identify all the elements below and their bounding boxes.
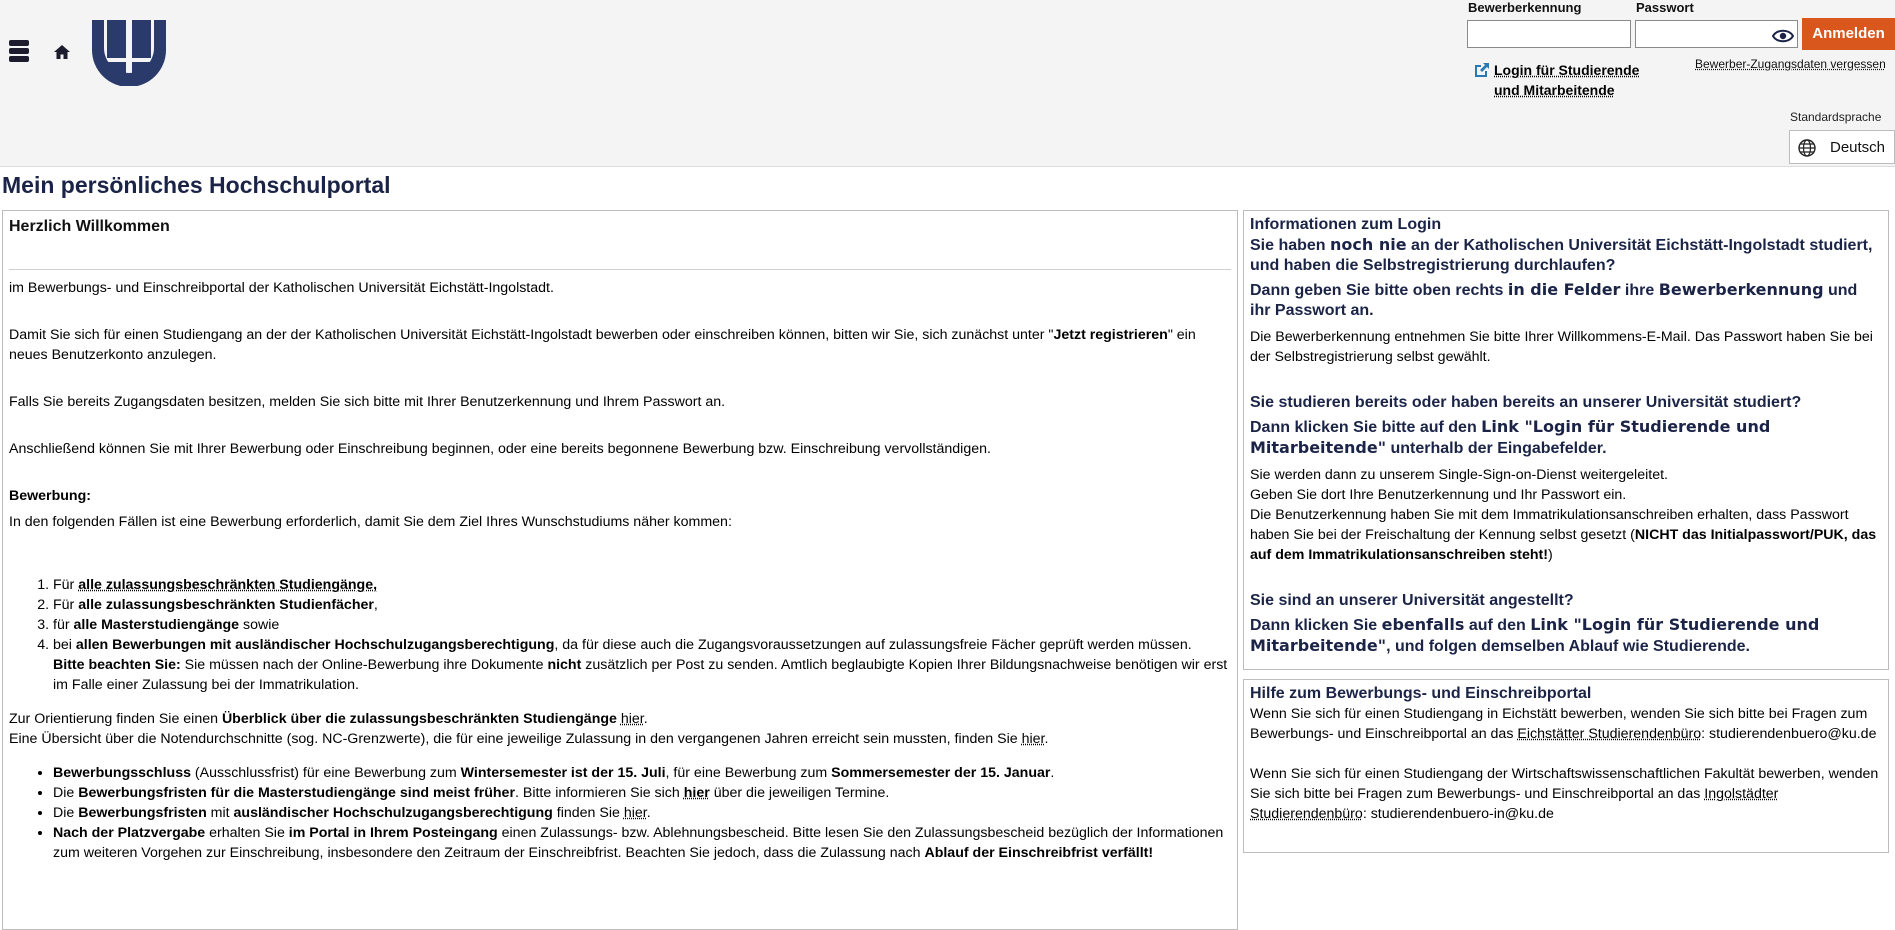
application-heading: Bewerbung: xyxy=(9,488,91,504)
help-heading: Hilfe zum Bewerbungs- und Einschreibportal xyxy=(1250,685,1592,702)
welcome-heading: Herzlich Willkommen xyxy=(9,218,170,235)
intro-text: im Bewerbungs- und Einschreibportal der Katholischen Universität Eichstätt-Ingolstadt. xyxy=(9,280,554,296)
info-text: Die Bewerberkennung entnehmen Sie bitte Ihrer Willkommens-E-Mail. Das Passwort haben Sie bei der Selbstregistrierung selbst gewählt. xyxy=(1250,329,1873,365)
password-label: Passwort xyxy=(1636,0,1694,15)
info-answer: Dann klicken Sie bitte auf den Link "Login für Studierende und Mitarbeitende" unterhalb der Eingabefelder. xyxy=(1250,417,1771,457)
list-item: 4. bei allen Bewerbungen mit ausländischer Hochschulzugangsberechtigung, da für diese auch die Zugangsvoraussetzungen auf zulassungsfreie Fächer geprüft werden müssen. Bitte beachten Sie: Sie müssen nach der Online-Bewerbung ihre Dokumente nicht zusätzlich per Post zu senden. Amtlich beglaubigte Kopien Ihrer Bildungsnachweise benötigen wir erst im Falle einer Zulassung bei der Immatrikulation. xyxy=(53,635,1237,695)
university-logo[interactable] xyxy=(92,20,166,86)
info-question: Sie haben noch nie an der Katholischen Universität Eichstätt-Ingolstadt studiert, und haben die Selbstregistrierung durchlaufen? xyxy=(1250,235,1873,274)
info-answer: Dann geben Sie bitte oben rechts in die Felder ihre Bewerberkennung und ihr Passwort an. xyxy=(1250,280,1858,319)
applicant-id-label: Bewerberkennung xyxy=(1468,0,1582,15)
list-item: • Die Bewerbungsfristen für die Masterstudiengänge sind meist früher. Bitte informieren Sie sich hier über die jeweiligen Termine. xyxy=(53,783,1237,803)
list-item: • Nach der Platzvergabe erhalten Sie im Portal in Ihrem Posteingang einen Zulassungs- bzw. Ablehnungsbescheid. Bitte lesen Sie den Zulassungsbescheid bezüglich der Informationen zum weiteren Vorgehen zur Einschreibung, insbesondere den Zeitraum der Einschreibfrist. Beachten Sie jedoch, dass die Zulassung nach Ablauf der Einschreibfrist verfällt! xyxy=(53,823,1237,863)
nc-values-link[interactable]: hier xyxy=(1021,731,1045,747)
language-selector[interactable] xyxy=(1789,130,1895,164)
eye-icon[interactable] xyxy=(1772,29,1794,43)
info-answer: Dann klicken Sie ebenfalls auf den Link "Login für Studierende und Mitarbeitende", und folgen demselben Ablauf wie Studierende. xyxy=(1250,615,1820,655)
help-text-ingolstadt: Wenn Sie sich für einen Studiengang der Wirtschaftswissenschaftlichen Fakultät bewerben, wenden Sie sich bitte bei Fragen zum Bewerbungs- und Einschreibportal an das Ingolstädter Studierendenbüro: studierendenbuero-in@ku.de xyxy=(1250,766,1879,822)
language-value: Deutsch xyxy=(1830,139,1886,156)
login-info-panel xyxy=(1243,210,1889,670)
list-item: 3. für alle Masterstudiengänge sowie xyxy=(53,615,1237,635)
orientation-text: Zur Orientierung finden Sie einen Überblick über die zulassungsbeschränkten Studiengänge hier. Eine Übersicht über die Notendurchschnitte (sog. NC-Grenzwerte), die für eine jeweilige Zulassung in den vergangenen Jahren erreicht sein mussten, finden Sie hier. xyxy=(9,711,1049,747)
login-hint-text: Falls Sie bereits Zugangsdaten besitzen, melden Sie sich bitte mit Ihrer Benutzerkennung und Ihrem Passwort an. xyxy=(9,394,726,410)
ingolstadt-office-link[interactable]: Ingolstädter Studierendenbüro xyxy=(1250,786,1779,822)
language-label: Standardsprache xyxy=(1790,110,1882,124)
login-info-heading: Informationen zum Login xyxy=(1250,216,1442,233)
foreign-deadlines-link[interactable]: hier xyxy=(623,805,647,821)
list-item: 1. Für alle zulassungsbeschränkten Studiengänge, xyxy=(53,575,1237,595)
continue-text: Anschließend können Sie mit Ihrer Bewerbung oder Einschreibung beginnen, oder eine bereits begonnene Bewerbung bzw. Einschreibung vervollständigen. xyxy=(9,441,991,457)
header xyxy=(0,0,1895,167)
application-intro: In den folgenden Fällen ist eine Bewerbung erforderlich, damit Sie dem Ziel Ihres Wunschstudiums näher kommen: xyxy=(9,514,732,530)
overview-link[interactable]: hier xyxy=(620,711,644,727)
login-button[interactable]: Anmelden xyxy=(1802,18,1895,50)
info-text: Sie werden dann zu unserem Single-Sign-on-Dienst weitergeleitet. Geben Sie dort Ihre Benutzerkennung und Ihr Passwort ein. Die Benutzerkennung haben Sie mit dem Immatrikulationsanschreiben erhalten, dass Passwort haben Sie bei der Freischaltung der Kennung selbst gesetzt (NICHT das Initialpasswort/PUK, das auf dem Immatrikulationsanschreiben steht!) xyxy=(1250,467,1877,563)
page-title: Mein persönliches Hochschulportal xyxy=(2,172,391,198)
sso-login-link[interactable]: Login für Studierende und Mitarbeitende xyxy=(1494,62,1640,98)
help-text-eichstaett: Wenn Sie sich für einen Studiengang in Eichstätt bewerben, wenden Sie sich bitte bei Fragen zum Bewerbungs- und Einschreibportal an das Eichstätter Studierendenbüro: studierendenbuero@ku.de xyxy=(1250,706,1877,742)
divider xyxy=(9,269,1231,270)
globe-icon xyxy=(1798,139,1816,157)
list-item: • Bewerbungsschluss (Ausschlussfrist) für eine Bewerbung zum Wintersemester ist der 15. Juli, für eine Bewerbung zum Sommersemester der 15. Januar. xyxy=(53,763,1237,783)
external-link-icon xyxy=(1472,60,1492,80)
info-question: Sie studieren bereits oder haben bereits an unserer Universität studiert? xyxy=(1250,394,1802,411)
list-item: • Die Bewerbungsfristen mit ausländischer Hochschulzugangsberechtigung finden Sie hier. xyxy=(53,803,1237,823)
menu-icon[interactable] xyxy=(9,40,31,64)
register-link-text: Jetzt registrieren xyxy=(1053,327,1168,343)
help-panel xyxy=(1243,679,1889,853)
register-text: Damit Sie sich für einen Studiengang an der der Katholischen Universität Eichstätt-Ingolstadt bewerben oder einschreiben können, bitten wir Sie, sich zunächst unter "Jetzt registrieren" ein neues Benutzerkonto anzulegen. xyxy=(9,327,1196,363)
application-cases-list xyxy=(9,575,1237,695)
forgot-credentials-link[interactable]: Bewerber-Zugangsdaten vergessen xyxy=(1695,57,1886,71)
welcome-panel xyxy=(2,210,1238,930)
list-item: 2. Für alle zulassungsbeschränkten Studienfächer, xyxy=(53,595,1237,615)
master-deadlines-link[interactable]: hier xyxy=(683,785,710,801)
eichstaett-office-link[interactable]: Eichstätter Studierendenbüro xyxy=(1517,726,1702,742)
applicant-id-input[interactable] xyxy=(1467,20,1631,48)
info-question: Sie sind an unserer Universität angestellt? xyxy=(1250,592,1574,609)
deadlines-list xyxy=(9,763,1237,863)
home-icon[interactable] xyxy=(53,43,71,61)
